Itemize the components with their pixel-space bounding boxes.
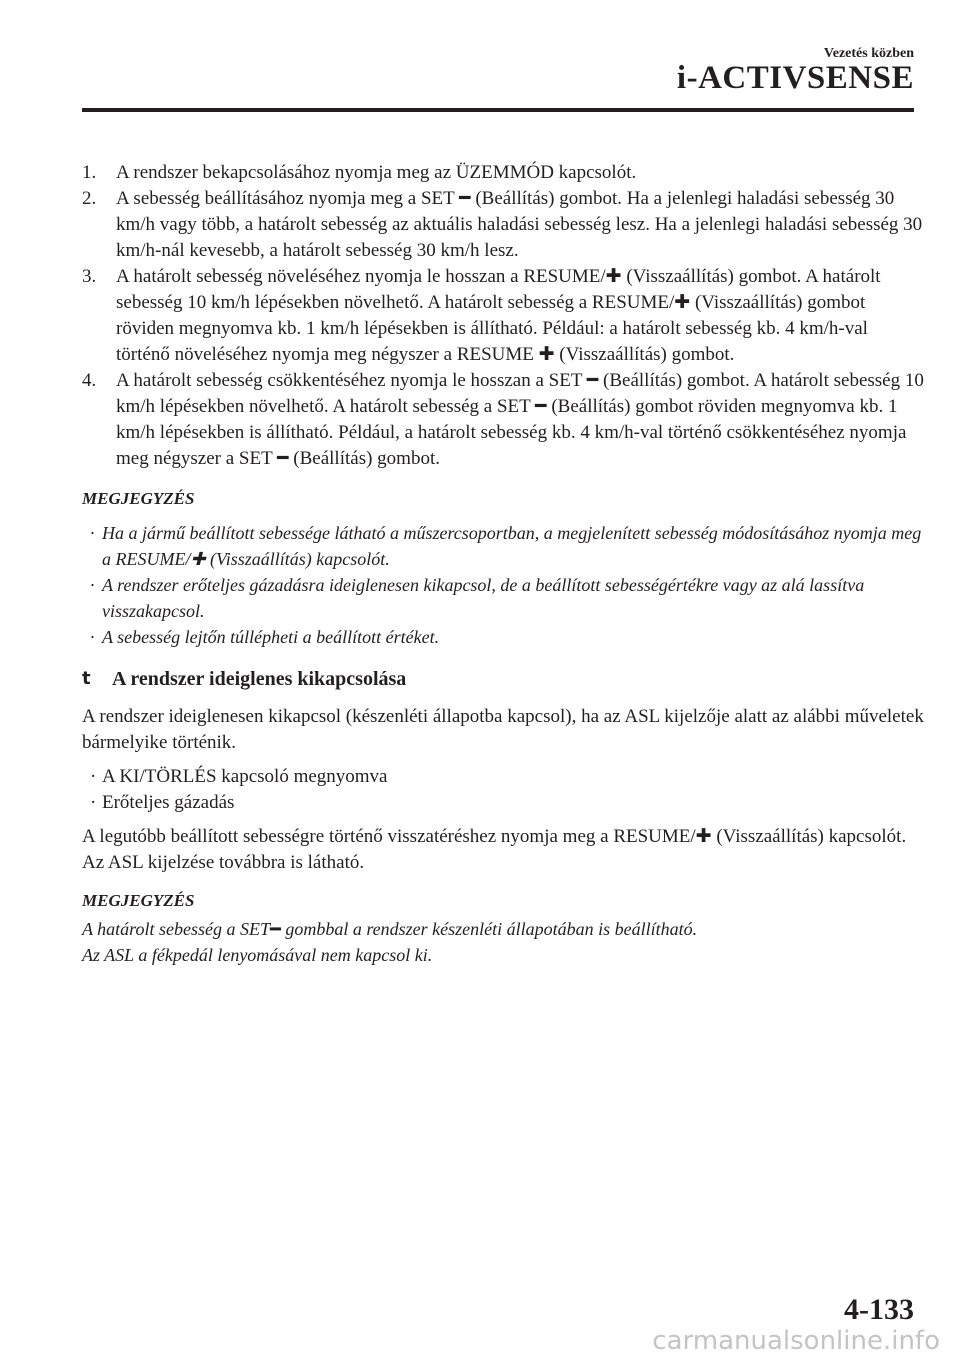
condition-item [82, 790, 924, 816]
note-item [82, 572, 924, 624]
bullet-icon: · [90, 627, 95, 647]
step-number: 2. [82, 188, 97, 209]
step-number: 3. [82, 266, 97, 287]
condition-list [82, 764, 924, 816]
note-title: MEGJEGYZÉS [82, 489, 195, 508]
condition-text: A KI/TÖRLÉS kapcsoló megnyomva [102, 766, 388, 787]
step-number: 4. [82, 370, 97, 391]
step-text: A rendszer bekapcsolásához nyomja meg az ÜZEMMÓD kapcsolót. [116, 162, 637, 183]
page-number: 4-133 [844, 1293, 914, 1326]
section-header: Vezetés közben [823, 46, 914, 61]
note-list [82, 520, 924, 650]
bullet-icon: · [90, 575, 95, 595]
step-item [82, 186, 924, 264]
bullet-icon: · [90, 792, 97, 813]
header-rule [82, 108, 914, 112]
bullet-icon: · [90, 766, 97, 787]
note-item [82, 624, 924, 650]
note-text: A rendszer erőteljes gázadásra ideiglenesen kikapcsol, de a beállított sebességértékre vagy az alá lassítva visszakapcsol. [102, 575, 865, 621]
watermark: carmanualsonline.info [652, 1326, 940, 1356]
note-line: A határolt sebesség a SET━ gombbal a rendszer készenléti állapotában is beállítható. [82, 919, 698, 939]
step-number: 1. [82, 162, 97, 183]
step-item [82, 368, 924, 472]
instruction-steps [82, 160, 924, 472]
note-item [82, 520, 924, 572]
note-text: A sebesség lejtőn túllépheti a beállított értéket. [102, 627, 440, 647]
note-title: MEGJEGYZÉS [82, 891, 195, 910]
section-marker-icon: t [82, 668, 91, 689]
condition-text: Erőteljes gázadás [102, 792, 235, 813]
page-content [82, 160, 924, 968]
resume-paragraph: A legutóbb beállított sebességre történő visszatéréshez nyomja meg a RESUME/✚ (Visszaállítás) kapcsolót. Az ASL kijelzése továbbra is látható. [82, 826, 907, 873]
step-text: A sebesség beállításához nyomja meg a SET ━ (Beállítás) gombot. Ha a jelenlegi haladási sebesség 30 km/h vagy több, a határolt sebesség az aktuális haladási sebesség lesz. Ha a jelenlegi haladási sebesség 30 km/h-nál kevesebb, a határolt sebesség 30 km/h lesz. [116, 188, 923, 261]
section-heading-text: A rendszer ideiglenes kikapcsolása [112, 668, 407, 690]
section-heading [82, 666, 924, 692]
section-intro: A rendszer ideiglenesen kikapcsol (készenléti állapotba kapcsol), ha az ASL kijelzője alatt az alábbi műveletek bármelyike történik. [82, 706, 924, 753]
condition-item [82, 764, 924, 790]
step-text: A határolt sebesség növeléséhez nyomja le hosszan a RESUME/✚ (Visszaállítás) gombot. A határolt sebesség 10 km/h lépésekben növelhető. A határolt sebesség a RESUME/✚ (Visszaállítás) gombot röviden megnyomva kb. 1 km/h lépésekben is állítható. Például: a határolt sebesség kb. 4 km/h-val történő növeléséhez nyomja meg négyszer a RESUME ✚ (Visszaállítás) gombot. [116, 266, 881, 365]
note-text: Ha a jármű beállított sebessége látható a műszercsoportban, a megjelenített sebesség módosításához nyomja meg a RESUME/✚ (Visszaállítás) kapcsolót. [102, 523, 922, 569]
step-item [82, 160, 924, 186]
step-item [82, 264, 924, 368]
chapter-title: i-ACTIVSENSE [676, 60, 914, 96]
bullet-icon: · [90, 523, 95, 543]
note-line: Az ASL a fékpedál lenyomásával nem kapcsol ki. [82, 945, 433, 965]
step-text: A határolt sebesség csökkentéséhez nyomja le hosszan a SET ━ (Beállítás) gombot. A határolt sebesség 10 km/h lépésekben növelhető. A határolt sebesség a SET ━ (Beállítás) gombot röviden megnyomva kb. 1 km/h lépésekben is állítható. Például, a határolt sebesség kb. 4 km/h-val történő csökkentéséhez nyomja meg négyszer a SET ━ (Beállítás) gombot. [116, 370, 924, 469]
